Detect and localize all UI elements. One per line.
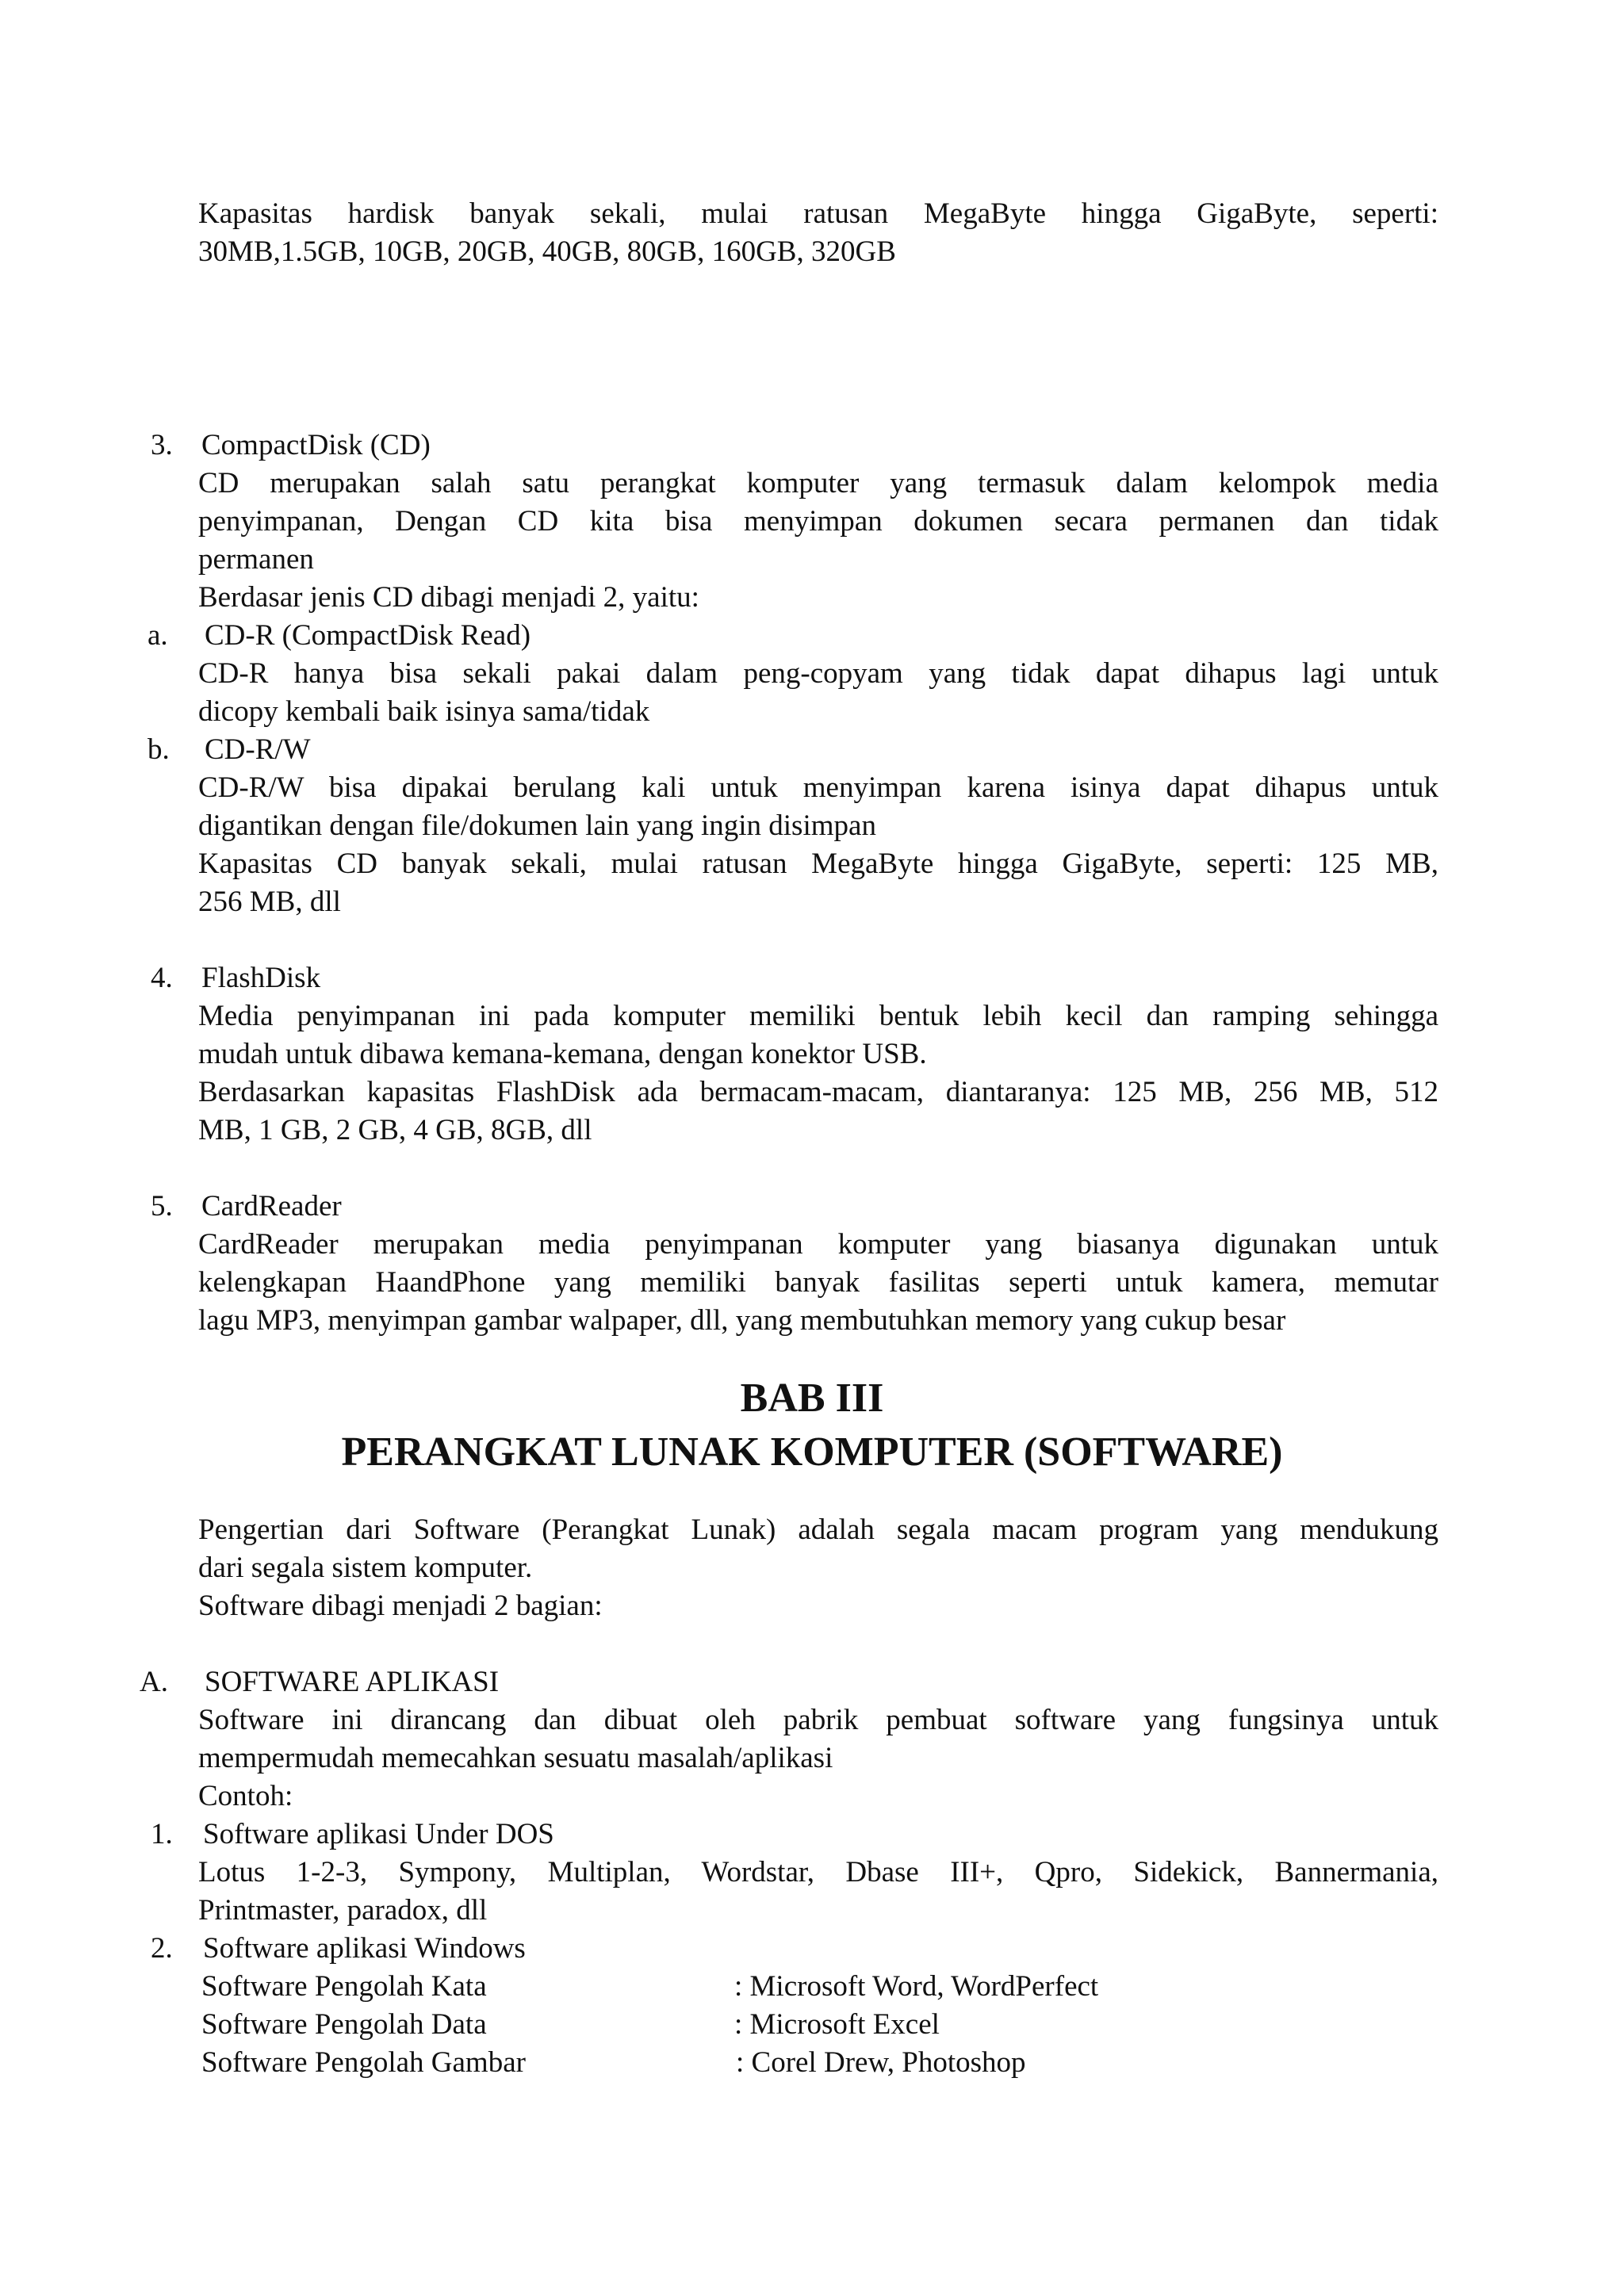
chapter-title: PERANGKAT LUNAK KOMPUTER (SOFTWARE) bbox=[341, 1429, 1283, 1475]
software-row-label: Software Pengolah Kata bbox=[201, 1970, 487, 2003]
item-1-number: 1. bbox=[151, 1818, 173, 1850]
cardreader-line-2: kelengkapan HaandPhone yang memiliki banyak fasilitas seperti untuk kamera, memutar bbox=[198, 1266, 1438, 1299]
intro-line-1: Pengertian dari Software (Perangkat Lunak) adalah segala macam program yang mendukung bbox=[198, 1513, 1438, 1546]
item-1-line-1: Lotus 1-2-3, Sympony, Multiplan, Wordstar, Dbase III+, Qpro, Sidekick, Bannermania, bbox=[198, 1856, 1438, 1888]
software-row-value: : Microsoft Excel bbox=[734, 2008, 940, 2041]
cd-type-a-line-1: CD-R hanya bisa sekali pakai dalam peng-copyam yang tidak dapat dihapus lagi untuk bbox=[198, 657, 1438, 690]
section-a-title: SOFTWARE APLIKASI bbox=[205, 1666, 500, 1698]
cd-title: CompactDisk (CD) bbox=[201, 429, 431, 461]
hardisk-capacity-line-2: 30MB,1.5GB, 10GB, 20GB, 40GB, 80GB, 160GB, 320GB bbox=[198, 235, 896, 268]
cd-capacity-line-1: Kapasitas CD banyak sekali, mulai ratusan MegaByte hingga GigaByte, seperti: 125 MB, bbox=[198, 848, 1438, 880]
cardreader-title: CardReader bbox=[201, 1190, 342, 1223]
flashdisk-line-2: mudah untuk dibawa kemana-kemana, dengan konektor USB. bbox=[198, 1038, 927, 1070]
chapter-label: BAB III bbox=[740, 1376, 884, 1421]
hardisk-capacity-line-1: Kapasitas hardisk banyak sekali, mulai ratusan MegaByte hingga GigaByte, seperti: bbox=[198, 197, 1438, 230]
cd-type-a-line-2: dicopy kembali baik isinya sama/tidak bbox=[198, 695, 650, 728]
section-a-line-1: Software ini dirancang dan dibuat oleh pabrik pembuat software yang fungsinya untuk bbox=[198, 1704, 1438, 1736]
intro-line-2: dari segala sistem komputer. bbox=[198, 1552, 533, 1584]
cd-type-b-line-1: CD-R/W bisa dipakai berulang kali untuk menyimpan karena isinya dapat dihapus untuk bbox=[198, 771, 1438, 804]
cd-desc-line-3: permanen bbox=[198, 543, 314, 576]
flashdisk-line-1: Media penyimpanan ini pada komputer memiliki bentuk lebih kecil dan ramping sehingga bbox=[198, 1000, 1438, 1032]
flashdisk-title: FlashDisk bbox=[201, 962, 321, 994]
item-1-line-2: Printmaster, paradox, dll bbox=[198, 1894, 488, 1927]
cd-desc-line-2: penyimpanan, Dengan CD kita bisa menyimpan dokumen secara permanen dan tidak bbox=[198, 505, 1438, 538]
cd-type-a-marker: a. bbox=[147, 619, 168, 652]
item-2-number: 2. bbox=[151, 1932, 173, 1965]
item-1-title: Software aplikasi Under DOS bbox=[203, 1818, 554, 1850]
flashdisk-line-4: MB, 1 GB, 2 GB, 4 GB, 8GB, dll bbox=[198, 1114, 592, 1146]
flashdisk-number: 4. bbox=[151, 962, 173, 994]
cardreader-line-1: CardReader merupakan media penyimpanan komputer yang biasanya digunakan untuk bbox=[198, 1228, 1438, 1261]
cardreader-line-3: lagu MP3, menyimpan gambar walpaper, dll, yang membutuhkan memory yang cukup besar bbox=[198, 1304, 1286, 1337]
cd-desc-line-1: CD merupakan salah satu perangkat komputer yang termasuk dalam kelompok media bbox=[198, 467, 1438, 499]
intro-line-3: Software dibagi menjadi 2 bagian: bbox=[198, 1590, 603, 1622]
cd-number: 3. bbox=[151, 429, 173, 461]
cd-type-b-marker: b. bbox=[147, 733, 170, 766]
software-row-value: : Microsoft Word, WordPerfect bbox=[734, 1970, 1099, 2003]
cd-type-a-title: CD-R (CompactDisk Read) bbox=[205, 619, 531, 652]
cd-type-b-title: CD-R/W bbox=[205, 733, 311, 766]
item-2-title: Software aplikasi Windows bbox=[203, 1932, 526, 1965]
cd-types-intro: Berdasar jenis CD dibagi menjadi 2, yaitu: bbox=[198, 581, 699, 614]
software-row-label: Software Pengolah Gambar bbox=[201, 2046, 526, 2079]
flashdisk-line-3: Berdasarkan kapasitas FlashDisk ada bermacam-macam, diantaranya: 125 MB, 256 MB, 512 bbox=[198, 1076, 1438, 1108]
cd-capacity-line-2: 256 MB, dll bbox=[198, 886, 341, 918]
software-row-label: Software Pengolah Data bbox=[201, 2008, 487, 2041]
section-a-line-2: mempermudah memecahkan sesuatu masalah/aplikasi bbox=[198, 1742, 833, 1774]
software-row-value: : Corel Drew, Photoshop bbox=[736, 2046, 1026, 2079]
cd-type-b-line-2: digantikan dengan file/dokumen lain yang ingin disimpan bbox=[198, 809, 876, 842]
section-a-marker: A. bbox=[140, 1666, 168, 1698]
cardreader-number: 5. bbox=[151, 1190, 173, 1223]
section-a-example-label: Contoh: bbox=[198, 1780, 293, 1812]
